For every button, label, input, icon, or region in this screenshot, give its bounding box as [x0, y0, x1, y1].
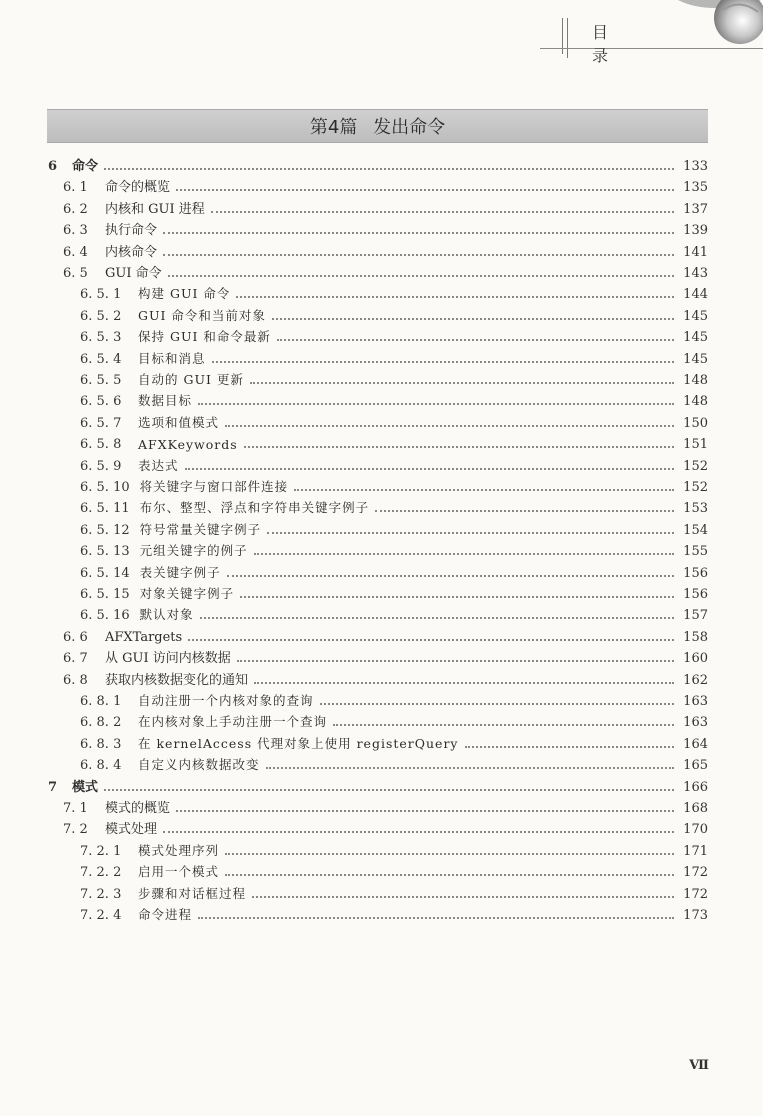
toc-entry[interactable]: [80, 730, 708, 752]
toc-entry[interactable]: [80, 601, 708, 623]
toc-entry-title: 命令: [72, 159, 99, 174]
toc-entry-title: 步骤和对话框过程: [138, 885, 247, 901]
toc-entry[interactable]: [63, 794, 708, 816]
toc-entry-title: 表关键字例子: [139, 564, 221, 580]
toc-entry-number: 7. 2. 4: [80, 908, 122, 923]
dot-leader: [465, 746, 675, 748]
toc-entry-page: 145: [683, 308, 708, 324]
toc-entry[interactable]: [80, 452, 708, 474]
toc-entry-number: 6. 8. 1: [80, 694, 122, 709]
dot-leader: [236, 296, 674, 298]
dot-leader: [227, 575, 674, 577]
toc-entry-title: AFXKeywords: [138, 437, 238, 453]
toc-entry-title: 在 kernelAccess 代理对象上使用 registerQuery: [138, 735, 459, 751]
toc-entry-title: 表达式: [138, 457, 179, 473]
toc-entry-title: 模式处理: [105, 822, 158, 838]
toc-entry[interactable]: [80, 687, 708, 709]
toc-entry-title: 自动的 GUI 更新: [138, 372, 244, 387]
toc-entry-page: 145: [683, 330, 708, 346]
toc-entry-title: 保持 GUI 和命令最新: [138, 329, 271, 345]
toc-entry-number: 6. 5. 6: [80, 394, 122, 410]
toc-entry-number: 6. 5. 7: [80, 415, 122, 431]
toc-entry-page: 166: [683, 779, 708, 795]
toc-entry-page: 153: [683, 501, 708, 517]
toc-entry[interactable]: [63, 259, 708, 281]
dot-leader: [375, 510, 674, 512]
toc-entry-page: 157: [683, 608, 708, 624]
dot-leader: [244, 446, 674, 448]
toc-entry-number: 6. 5. 13: [80, 544, 130, 560]
part-banner-title: 第4篇 发出命令: [309, 117, 446, 138]
toc-entry-page: 163: [683, 715, 708, 731]
toc-entry-number: 6. 5. 1: [80, 287, 122, 303]
toc-entry-number: 6. 5. 15: [80, 587, 130, 602]
toc-entry[interactable]: [80, 858, 708, 880]
dot-leader: [168, 275, 674, 277]
toc-entry[interactable]: [80, 537, 708, 559]
toc-entry-page: 162: [683, 672, 708, 688]
dot-leader: [163, 232, 674, 234]
toc-entry-page: 165: [683, 758, 708, 774]
dot-leader: [250, 382, 674, 384]
dot-leader: [272, 318, 674, 320]
toc-entry-number: 7. 2. 2: [80, 865, 122, 881]
toc-entry-number: 6. 5. 12: [80, 522, 130, 538]
dot-leader: [252, 896, 674, 898]
toc-entry[interactable]: [63, 644, 708, 666]
toc-entry-number: 6. 5. 9: [80, 458, 122, 474]
toc-entry-number: 6. 4: [63, 244, 88, 260]
toc-entry-number: 6. 8. 3: [80, 736, 122, 752]
decorative-sphere-icon: [678, 0, 763, 50]
dot-leader: [176, 189, 674, 191]
toc-entry-page: 139: [683, 223, 708, 239]
dot-leader: [185, 468, 674, 470]
dot-leader: [104, 168, 674, 170]
toc-entry-page: 172: [683, 886, 708, 902]
toc-entry[interactable]: [63, 195, 708, 217]
dot-leader: [277, 339, 674, 341]
toc-entry-number: 6. 6: [63, 629, 88, 645]
toc-entry-number: 6. 5. 4: [80, 351, 122, 367]
dot-leader: [212, 361, 674, 363]
dot-leader: [198, 403, 674, 405]
toc-entry[interactable]: [80, 409, 708, 431]
dot-leader: [240, 596, 674, 598]
toc-entry-number: 6. 5. 3: [80, 330, 122, 346]
part-banner: [47, 109, 708, 143]
toc-entry[interactable]: [80, 880, 708, 902]
dot-leader: [225, 874, 674, 876]
toc-entry[interactable]: [80, 280, 708, 302]
toc-entry-title: 命令的概览: [105, 180, 171, 196]
toc-entry-number: 6. 3: [63, 223, 88, 239]
toc-entry-page: 151: [683, 437, 708, 453]
toc-entry[interactable]: [63, 815, 708, 837]
toc-entry-page: 154: [683, 522, 708, 538]
toc-entry-number: 6. 5. 11: [80, 501, 130, 517]
toc-entry-title: GUI 命令和当前对象: [138, 307, 266, 323]
toc-entry-title: 默认对象: [139, 607, 194, 623]
toc-entry-title: 模式: [72, 779, 99, 795]
toc-entry[interactable]: [80, 901, 708, 923]
toc-entry-number: 6. 5. 2: [80, 308, 122, 324]
toc-entry-page: 172: [683, 865, 708, 881]
dot-leader: [225, 853, 674, 855]
toc-entry-title: 内核命令: [105, 244, 158, 260]
toc-entry-page: 160: [683, 651, 708, 667]
toc-entry[interactable]: [80, 751, 708, 773]
dot-leader: [254, 682, 674, 684]
toc-entry[interactable]: [80, 516, 708, 538]
toc-entry-number: 7: [48, 779, 58, 795]
toc-entry-number: 7. 1: [63, 801, 88, 816]
toc-entry-number: 7. 2. 3: [80, 886, 122, 902]
toc-entry-title: 从 GUI 访问内核数据: [105, 651, 231, 667]
toc-entry-title: GUI 命令: [105, 266, 162, 281]
dot-leader: [266, 767, 674, 769]
toc-entry[interactable]: [48, 152, 708, 174]
toc-entry[interactable]: [63, 666, 708, 688]
toc-entry-title: 数据目标: [138, 393, 193, 409]
toc-entry-page: 150: [683, 415, 708, 431]
dot-leader: [200, 617, 674, 619]
toc-entry-number: 6. 8: [63, 672, 88, 688]
dot-leader: [225, 425, 674, 427]
toc-entry-page: 156: [683, 565, 708, 581]
toc-entry-number: 6. 5. 10: [80, 480, 130, 495]
toc-entry[interactable]: [80, 387, 708, 409]
running-header-title: 目 录: [592, 23, 637, 65]
toc-entry-page: 141: [683, 244, 708, 260]
toc-entry-page: 170: [683, 822, 708, 838]
toc-entry-title: 自定义内核数据改变: [138, 757, 260, 773]
toc-entry-number: 6. 1: [63, 180, 88, 196]
toc-entry-title: 元组关键字的例子: [139, 543, 248, 559]
toc-entry-number: 6. 8. 4: [80, 758, 122, 774]
dot-leader: [267, 532, 674, 534]
toc-entry-number: 6. 5. 5: [80, 373, 122, 388]
toc-entry-number: 6. 7: [63, 651, 88, 667]
toc-entry-page: 133: [683, 159, 708, 174]
toc-entry-title: 选项和值模式: [138, 414, 220, 430]
toc-entry-title: 将关键字与窗口部件连接: [139, 479, 289, 494]
toc-entry[interactable]: [80, 430, 708, 452]
dot-leader: [333, 724, 674, 726]
toc-entry[interactable]: [80, 580, 708, 602]
toc-entry-title: 在内核对象上手动注册一个查询: [138, 714, 328, 730]
toc-entry-page: 152: [683, 480, 708, 495]
dot-leader: [237, 660, 674, 662]
toc-entry-number: 6: [48, 159, 58, 174]
dot-leader: [104, 789, 674, 791]
toc-entry-page: 171: [683, 843, 708, 859]
toc-entry-number: 6. 5. 16: [80, 608, 130, 624]
toc-entry-page: 173: [683, 908, 708, 923]
dot-leader: [254, 553, 674, 555]
toc-entry-number: 6. 5. 8: [80, 437, 122, 453]
dot-leader: [188, 639, 674, 641]
toc-entry-title: 获取内核数据变化的通知: [105, 672, 249, 688]
toc-entry-title: 命令进程: [138, 907, 193, 922]
toc-entry-page: 156: [683, 587, 708, 602]
toc-entry[interactable]: [63, 173, 708, 195]
toc-entry-title: 布尔、整型、浮点和字符串关键字例子: [139, 500, 370, 516]
toc-entry-title: 自动注册一个内核对象的查询: [138, 693, 314, 708]
toc-entry-number: 7. 2: [63, 822, 88, 838]
dot-leader: [320, 703, 674, 705]
toc-entry[interactable]: [80, 323, 708, 345]
page-folio: Ⅶ: [689, 1058, 709, 1073]
toc-entry-page: 145: [683, 351, 708, 367]
toc-entry-page: 164: [683, 736, 708, 752]
toc-entry-title: 启用一个模式: [138, 864, 220, 880]
dot-leader: [211, 211, 674, 213]
toc-entry-number: 6. 2: [63, 201, 88, 217]
toc-entry-number: 6. 8. 2: [80, 715, 122, 731]
toc-entry[interactable]: [80, 473, 708, 495]
toc-entry[interactable]: [63, 216, 708, 238]
toc-entry-page: 168: [683, 801, 708, 816]
dot-leader: [176, 810, 674, 812]
toc-entry[interactable]: [80, 366, 708, 388]
toc-entry[interactable]: [80, 345, 708, 367]
toc-entry-number: 6. 5. 14: [80, 565, 130, 581]
toc-entry[interactable]: [80, 559, 708, 581]
dot-leader: [163, 254, 674, 256]
toc-entry[interactable]: [80, 837, 708, 859]
toc-entry-page: 158: [683, 629, 708, 645]
toc-entry-page: 135: [683, 180, 708, 196]
toc-entry[interactable]: [80, 494, 708, 516]
toc-entry[interactable]: [63, 623, 708, 645]
toc-entry-number: 6. 5: [63, 266, 88, 281]
toc-entry-page: 144: [683, 287, 708, 303]
toc-entry-page: 148: [683, 394, 708, 410]
toc-entry-title: 内核和 GUI 进程: [105, 201, 205, 217]
toc-entry-title: 构建 GUI 命令: [138, 286, 231, 302]
toc-entry-page: 163: [683, 694, 708, 709]
dot-leader: [198, 917, 674, 919]
toc-entry-page: 152: [683, 458, 708, 474]
toc-entry-title: 目标和消息: [138, 350, 206, 366]
toc-entry-page: 137: [683, 201, 708, 217]
toc-entry-title: AFXTargets: [105, 629, 183, 645]
toc-entry-page: 143: [683, 266, 708, 281]
toc-entry[interactable]: [80, 302, 708, 324]
dot-leader: [163, 831, 674, 833]
toc-entry-title: 符号常量关键字例子: [139, 521, 262, 537]
toc-entry[interactable]: [48, 773, 708, 795]
dot-leader: [294, 489, 674, 491]
toc-entry-title: 模式处理序列: [138, 842, 220, 858]
toc-entry-page: 148: [683, 373, 708, 388]
toc-entry-page: 155: [683, 544, 708, 560]
toc-entry[interactable]: [63, 238, 708, 260]
toc-entry-number: 7. 2. 1: [80, 843, 122, 859]
toc-entry-title: 模式的概览: [105, 801, 171, 816]
toc-entry[interactable]: [80, 708, 708, 730]
toc-entry-title: 执行命令: [105, 223, 158, 239]
toc-entry-title: 对象关键字例子: [139, 586, 235, 601]
